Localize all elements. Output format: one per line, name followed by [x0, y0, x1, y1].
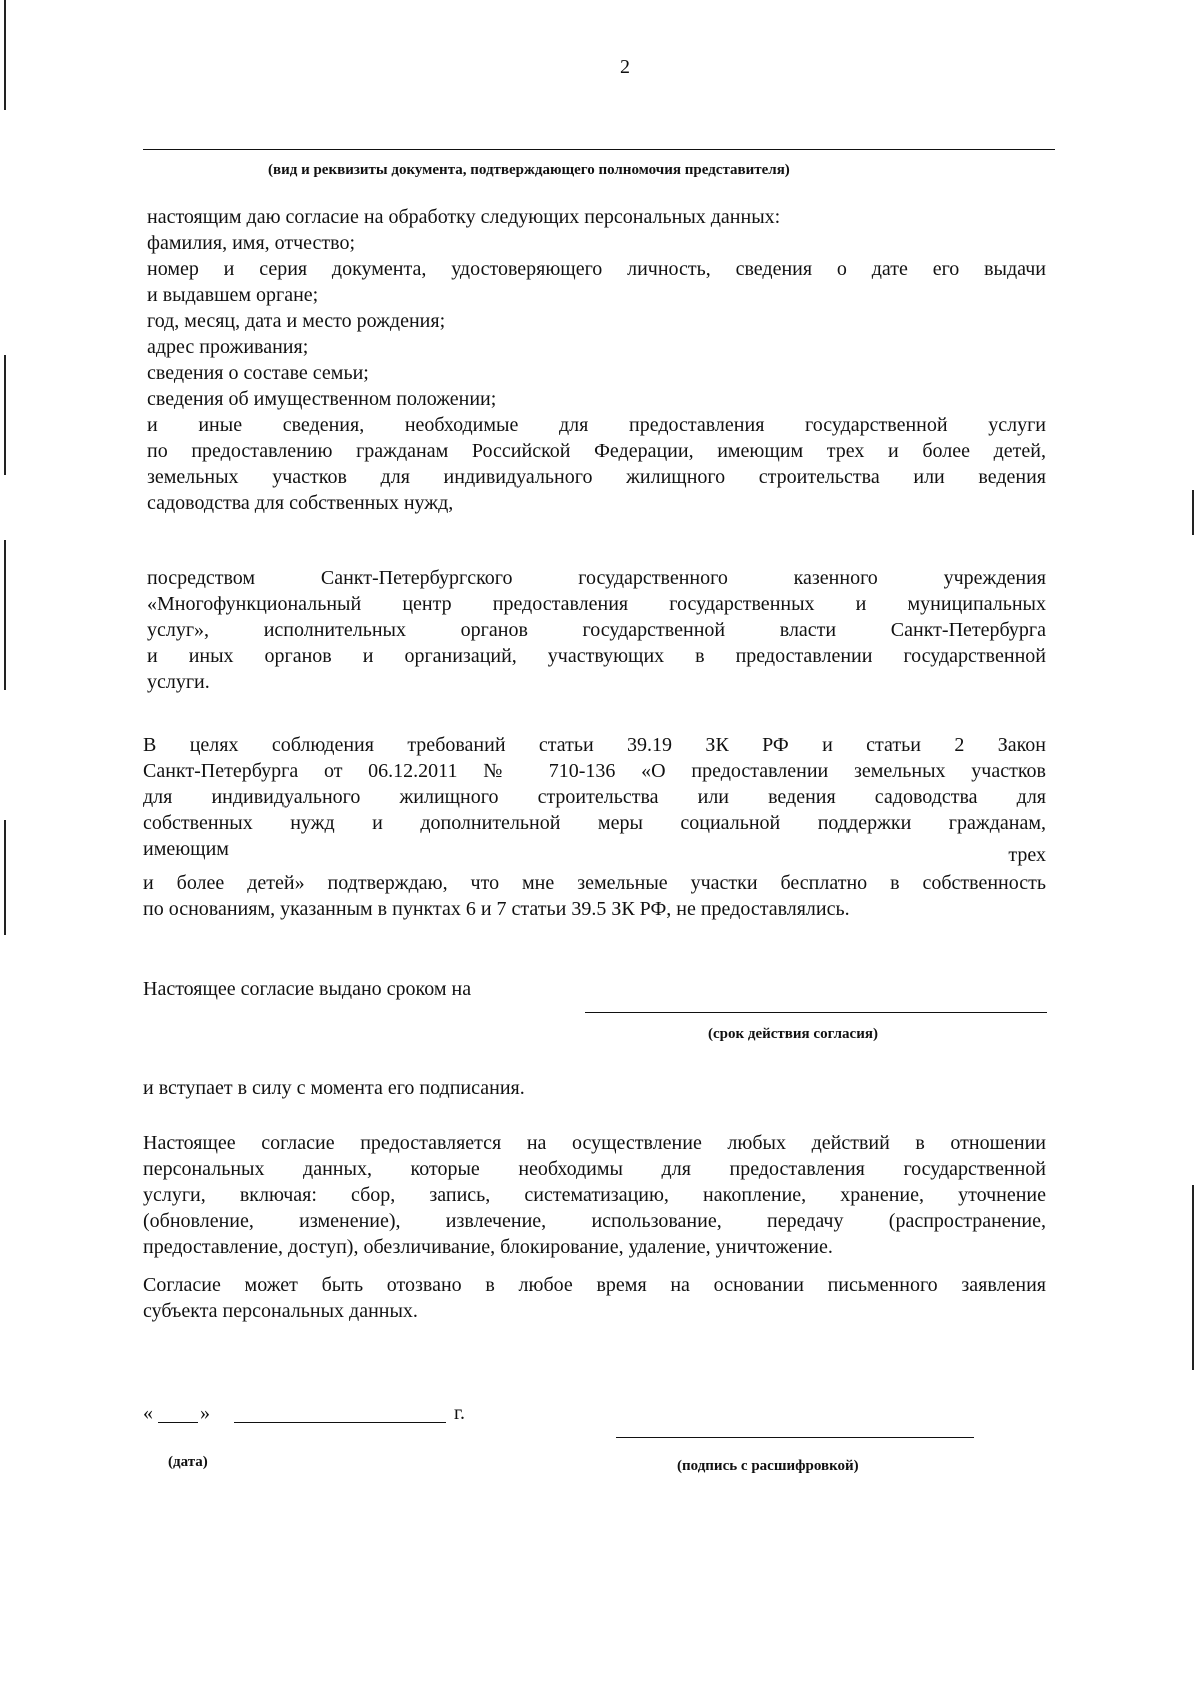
- paragraph-line: Согласие может быть отозвано в любое время на основании письменного заявления: [143, 1274, 1046, 1296]
- revoke-paragraph: [143, 1272, 1046, 1324]
- term-caption: (срок действия согласия): [708, 1026, 878, 1042]
- consent-item: по предоставлению гражданам Российской Федерации, имеющим трех и более детей,: [147, 440, 1046, 462]
- date-open-quote: «: [143, 1402, 153, 1424]
- effective-text: и вступает в силу с момента его подписания.: [143, 1077, 525, 1099]
- actions-paragraph: [143, 1130, 1046, 1260]
- consent-item: фамилия, имя, отчество;: [147, 232, 356, 254]
- consent-intro: настоящим даю согласие на обработку следующих персональных данных:: [147, 206, 781, 228]
- signature-line[interactable]: [616, 1437, 974, 1438]
- date-close-quote: »: [200, 1402, 210, 1424]
- consent-item: номер и серия документа, удостоверяющего личность, сведения о дате его выдачи: [147, 258, 1046, 280]
- scan-mark: [4, 540, 6, 690]
- consent-block: [147, 204, 1046, 516]
- consent-item: год, месяц, дата и место рождения;: [147, 310, 446, 332]
- scan-mark: [1192, 490, 1194, 535]
- scan-mark: [4, 355, 6, 475]
- scan-mark: [4, 0, 6, 110]
- law-paragraph: [143, 732, 1046, 922]
- split-left-word: имеющим: [143, 838, 229, 860]
- paragraph-line: персональных данных, которые необходимы для предоставления государственной: [143, 1158, 1046, 1180]
- date-year-suffix: г.: [454, 1402, 465, 1424]
- paragraph-line: Санкт-Петербурга от 06.12.2011 № 710-136 «О предоставлении земельных участков: [143, 760, 1046, 782]
- paragraph-line: субъекта персональных данных.: [143, 1300, 418, 1322]
- representative-document-caption: (вид и реквизиты документа, подтверждающего полномочия представителя): [268, 162, 790, 178]
- paragraph-line: собственных нужд и дополнительной меры социальной поддержки гражданам,: [143, 812, 1046, 834]
- consent-item: сведения об имущественном положении;: [147, 388, 497, 410]
- consent-item: адрес проживания;: [147, 336, 309, 358]
- consent-item: сведения о составе семьи;: [147, 362, 369, 384]
- date-day-line[interactable]: [158, 1422, 198, 1423]
- paragraph-line: В целях соблюдения требований статьи 39.19 ЗК РФ и статьи 2 Закон: [143, 734, 1046, 756]
- paragraph-line: «Многофункциональный центр предоставления государственных и муниципальных: [147, 593, 1046, 615]
- split-right-word: трех: [1008, 844, 1046, 866]
- means-paragraph: [147, 565, 1046, 695]
- term-input-line[interactable]: [585, 1012, 1047, 1013]
- paragraph-line: и иных органов и организаций, участвующих в предоставлении государственной: [147, 645, 1046, 667]
- paragraph-line: предоставление, доступ), обезличивание, блокирование, удаление, уничтожение.: [143, 1236, 833, 1258]
- scan-mark: [4, 820, 6, 935]
- paragraph-line-split: [143, 836, 1046, 868]
- date-caption: (дата): [168, 1454, 208, 1470]
- consent-item: и иные сведения, необходимые для предоставления государственной услуги: [147, 414, 1046, 436]
- paragraph-line: для индивидуального жилищного строительства или ведения садоводства для: [143, 786, 1046, 808]
- paragraph-line: Настоящее согласие предоставляется на осуществление любых действий в отношении: [143, 1132, 1046, 1154]
- paragraph-line: посредством Санкт-Петербургского государственного казенного учреждения: [147, 567, 1046, 589]
- paragraph-line: услуг», исполнительных органов государственной власти Санкт-Петербурга: [147, 619, 1046, 641]
- paragraph-line: (обновление, изменение), извлечение, использование, передачу (распространение,: [143, 1210, 1046, 1232]
- signature-caption: (подпись с расшифровкой): [677, 1458, 859, 1474]
- consent-item: земельных участков для индивидуального жилищного строительства или ведения: [147, 466, 1046, 488]
- paragraph-line: по основаниям, указанным в пунктах 6 и 7 статьи 39.5 ЗК РФ, не предоставлялись.: [143, 898, 850, 920]
- paragraph-line: услуги.: [147, 671, 210, 693]
- representative-document-line: [143, 149, 1055, 150]
- term-text: Настоящее согласие выдано сроком на: [143, 978, 472, 1000]
- scan-mark: [1192, 1185, 1194, 1370]
- consent-item: садоводства для собственных нужд,: [147, 492, 454, 514]
- date-month-line[interactable]: [234, 1422, 446, 1423]
- paragraph-line: и более детей» подтверждаю, что мне земельные участки бесплатно в собственность: [143, 872, 1046, 894]
- paragraph-line: услуги, включая: сбор, запись, систематизацию, накопление, хранение, уточнение: [143, 1184, 1046, 1206]
- consent-item: и выдавшем органе;: [147, 284, 319, 306]
- page-number: 2: [620, 56, 630, 78]
